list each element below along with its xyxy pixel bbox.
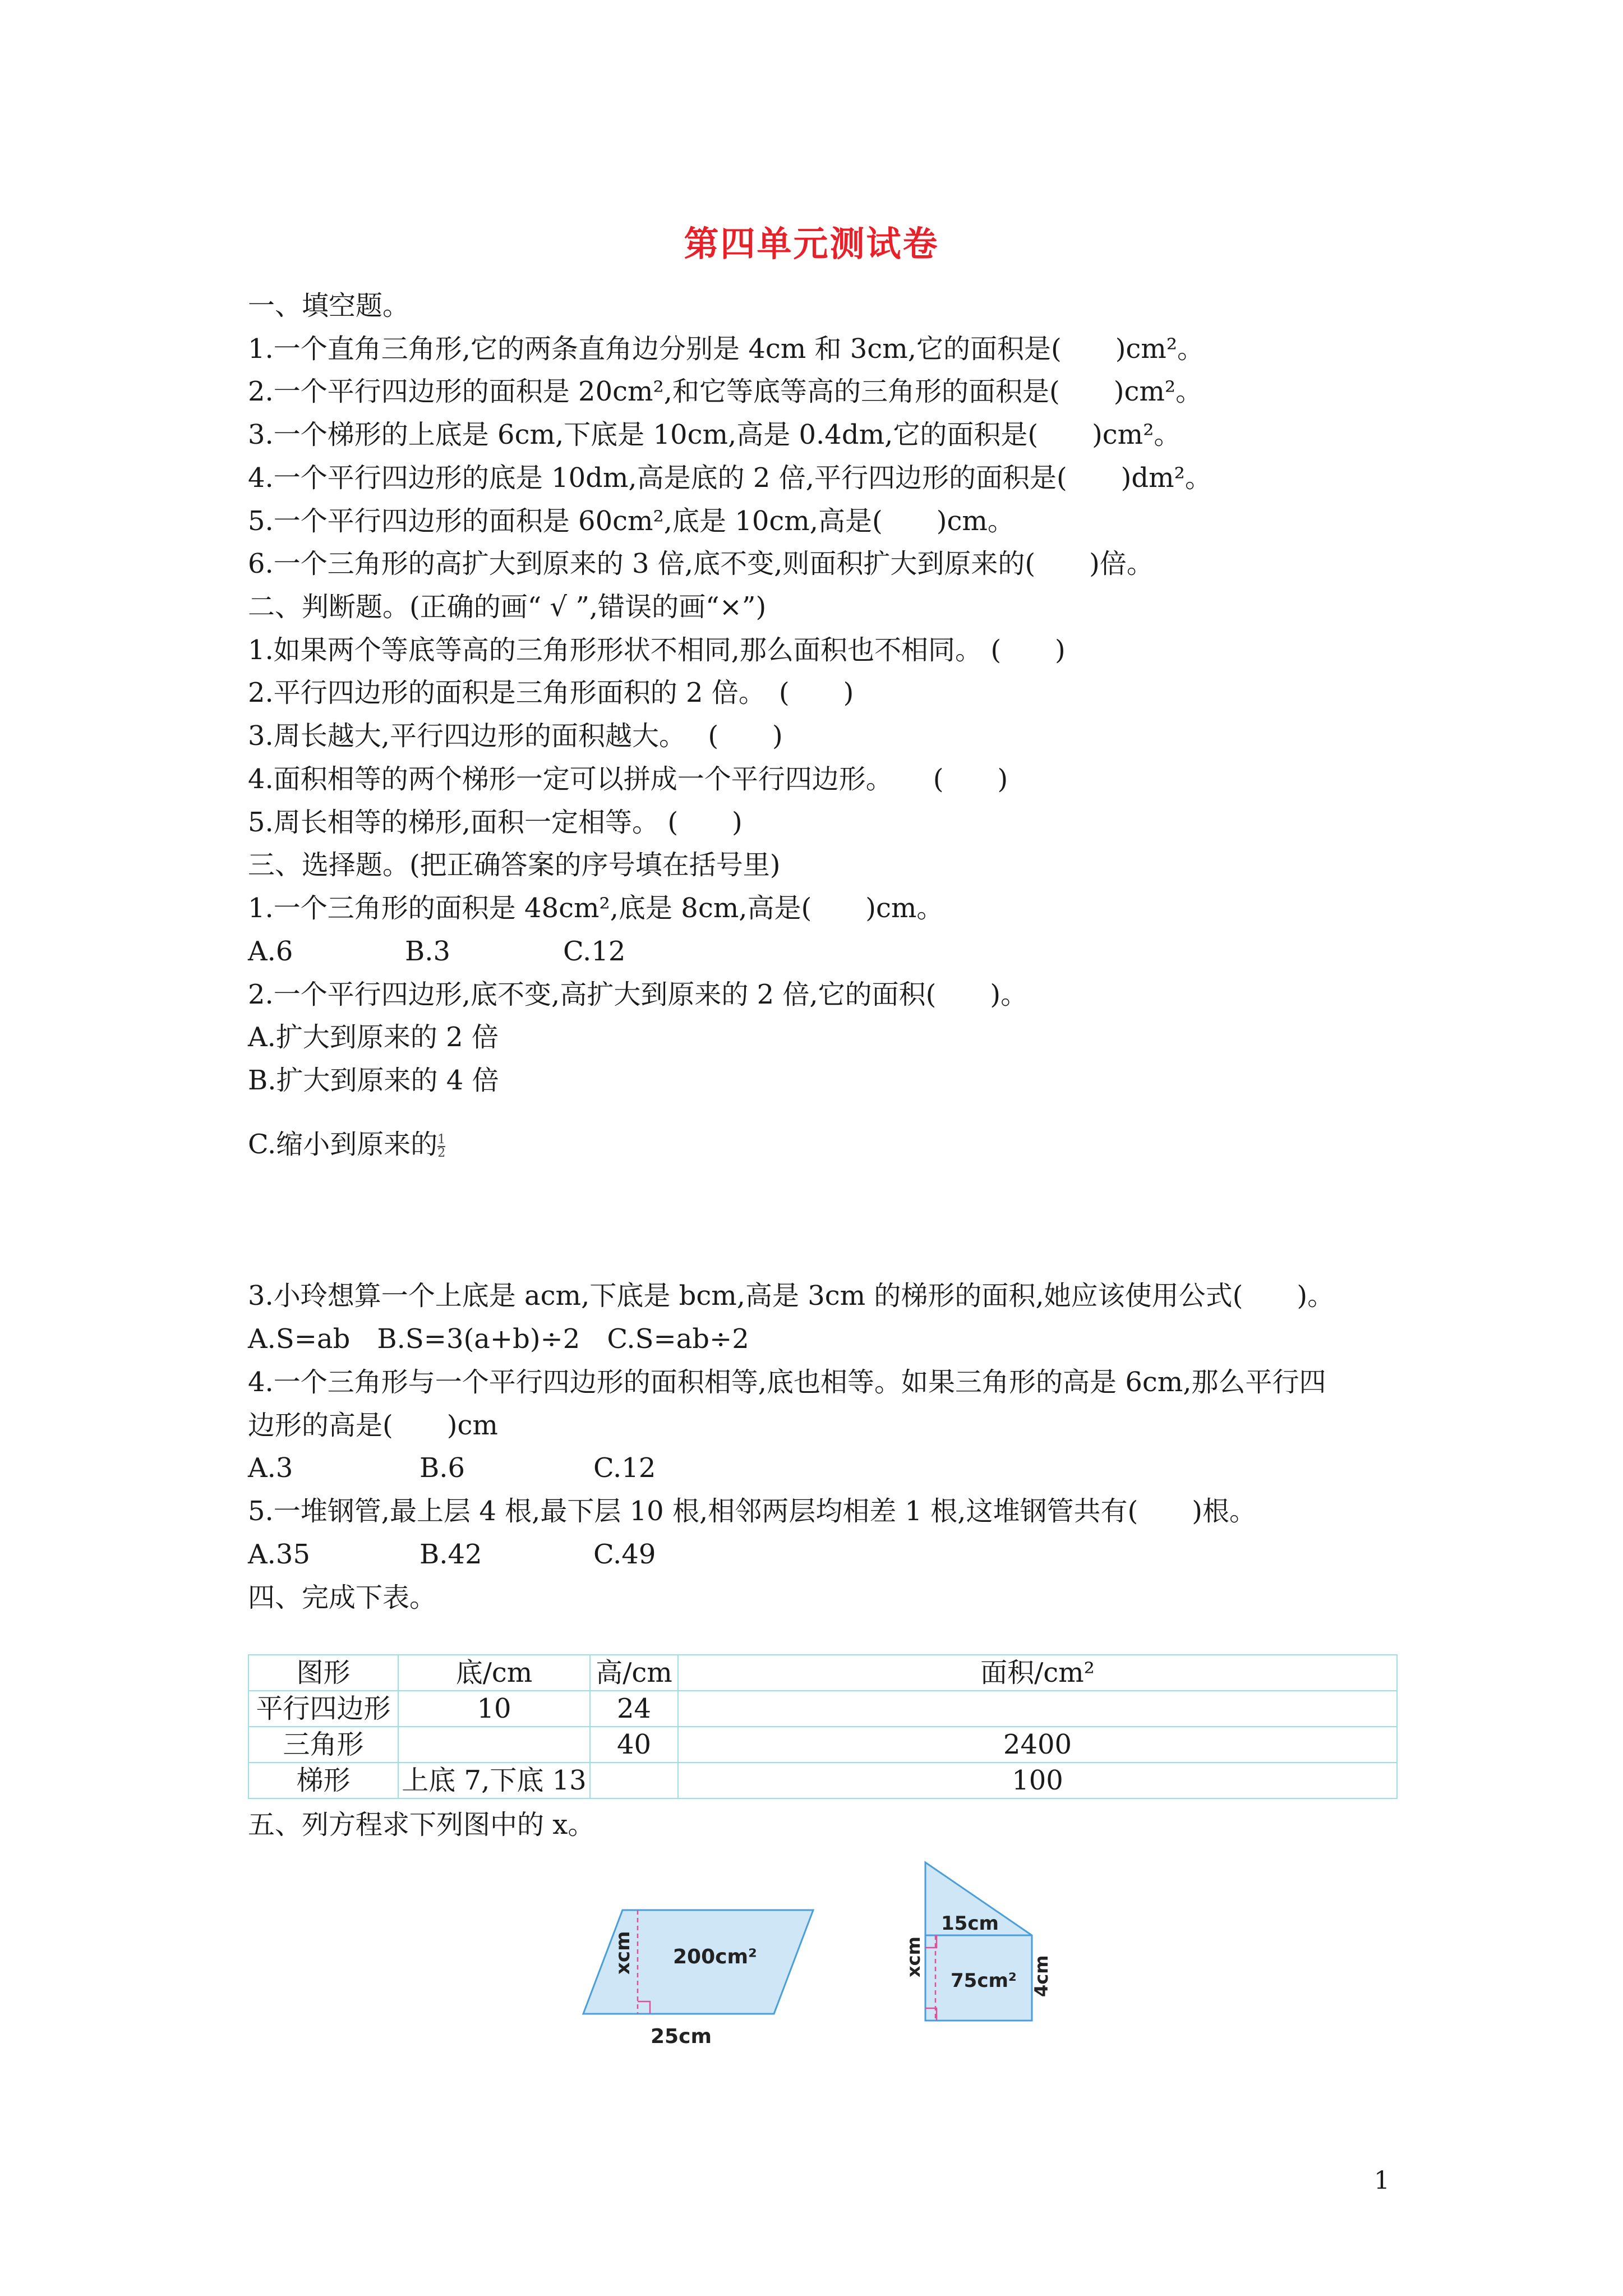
fill-question-2: 2.一个平行四边形的面积是 20cm²,和它等底等高的三角形的面积是( )cm²。 <box>248 376 1203 407</box>
table-cell: 40 <box>590 1727 678 1763</box>
choice-q1-option-a: A.6 <box>248 936 293 967</box>
composite-area-label: 75cm² <box>951 1970 1017 1992</box>
table-row <box>248 1691 1397 1727</box>
composite-top-label: 15cm <box>941 1912 999 1935</box>
choice-q1-option-c: C.12 <box>563 936 626 967</box>
choice-q2-option-c <box>248 1128 445 1161</box>
table-cell: 三角形 <box>248 1727 398 1763</box>
choice-q5-option-c: C.49 <box>593 1539 656 1570</box>
parallelogram-area-label: 200cm² <box>673 1945 757 1968</box>
section5-heading: 五、列方程求下列图中的 x。 <box>248 1809 595 1841</box>
table-header-row <box>248 1655 1397 1691</box>
table-cell[interactable] <box>678 1691 1397 1727</box>
fill-question-6: 6.一个三角形的高扩大到原来的 3 倍,底不变,则面积扩大到原来的( )倍。 <box>248 548 1154 579</box>
choice-q3-options: A.S=ab B.S=3(a+b)÷2 C.S=ab÷2 <box>248 1323 749 1355</box>
fill-question-5: 5.一个平行四边形的面积是 60cm²,底是 10cm,高是( )cm。 <box>248 505 1015 537</box>
section2-heading: 二、判断题。(正确的画“ √ ”,错误的画“×”) <box>248 591 767 623</box>
fraction-denominator: 2 <box>437 1145 446 1160</box>
page-number: 1 <box>1374 2166 1390 2195</box>
parallelogram-figure <box>572 1896 830 2047</box>
choice-q4-option-c: C.12 <box>593 1452 656 1484</box>
table-cell: 平行四边形 <box>248 1691 398 1727</box>
judge-question-3: 3.周长越大,平行四边形的面积越大。 ( ) <box>248 720 783 752</box>
composite-figure <box>897 1857 1077 2031</box>
choice-question-1: 1.一个三角形的面积是 48cm²,底是 8cm,高是( )cm。 <box>248 892 944 924</box>
parallelogram-base-label: 25cm <box>651 2025 712 2047</box>
table-cell: 24 <box>590 1691 678 1727</box>
choice-question-2: 2.一个平行四边形,底不变,高扩大到原来的 2 倍,它的面积( )。 <box>248 979 1028 1010</box>
choice-q1-option-b: B.3 <box>405 936 451 967</box>
area-table <box>248 1654 1398 1799</box>
section4-heading: 四、完成下表。 <box>248 1582 437 1613</box>
choice-q2-option-c-text: C.缩小到原来的 <box>248 1129 438 1160</box>
table-header-cell: 底/cm <box>398 1655 590 1691</box>
choice-q4-option-a: A.3 <box>248 1452 293 1484</box>
judge-question-2: 2.平行四边形的面积是三角形面积的 2 倍。 ( ) <box>248 677 854 708</box>
choice-q5-option-a: A.35 <box>248 1539 310 1570</box>
table-row <box>248 1727 1397 1763</box>
section1-heading: 一、填空题。 <box>248 290 410 321</box>
judge-question-4: 4.面积相等的两个梯形一定可以拼成一个平行四边形。 ( ) <box>248 763 1008 795</box>
choice-question-4-line2: 边形的高是( )cm <box>248 1410 498 1441</box>
composite-right-label: 4cm <box>1031 1955 1052 1997</box>
table-cell: 上底 7,下底 13 <box>398 1763 590 1798</box>
table-cell: 100 <box>678 1763 1397 1798</box>
section3-heading: 三、选择题。(把正确答案的序号填在括号里) <box>248 849 781 881</box>
parallelogram-height-label: xcm <box>612 1931 634 1975</box>
composite-left-label: xcm <box>903 1936 924 1977</box>
composite-shape <box>925 1862 1032 2021</box>
fraction-numerator: 1 <box>437 1132 446 1147</box>
table-cell[interactable] <box>398 1727 590 1763</box>
page-title: 第四单元测试卷 <box>684 223 939 264</box>
table-header-cell: 面积/cm² <box>678 1655 1397 1691</box>
table-row <box>248 1763 1397 1798</box>
choice-question-3: 3.小玲想算一个上底是 acm,下底是 bcm,高是 3cm 的梯形的面积,她应该使用公式( )。 <box>248 1280 1335 1312</box>
table-header-cell: 高/cm <box>590 1655 678 1691</box>
fill-question-1: 1.一个直角三角形,它的两条直角边分别是 4cm 和 3cm,它的面积是( )cm²。 <box>248 333 1205 365</box>
judge-question-1: 1.如果两个等底等高的三角形形状不相同,那么面积也不相同。 ( ) <box>248 634 1066 666</box>
choice-q2-option-a: A.扩大到原来的 2 倍 <box>248 1022 499 1053</box>
choice-q2-option-b: B.扩大到原来的 4 倍 <box>248 1065 499 1096</box>
choice-q5-option-b: B.42 <box>419 1539 482 1570</box>
choice-q4-option-b: B.6 <box>419 1452 465 1484</box>
fill-question-3: 3.一个梯形的上底是 6cm,下底是 10cm,高是 0.4dm,它的面积是( )cm²。 <box>248 419 1181 450</box>
fraction-one-half <box>437 1134 445 1159</box>
fill-question-4: 4.一个平行四边形的底是 10dm,高是底的 2 倍,平行四边形的面积是( )dm²。 <box>248 462 1212 494</box>
table-cell: 2400 <box>678 1727 1397 1763</box>
table-header-cell: 图形 <box>248 1655 398 1691</box>
choice-question-4-line1: 4.一个三角形与一个平行四边形的面积相等,底也相等。如果三角形的高是 6cm,那么平行四 <box>248 1366 1326 1398</box>
table-cell: 梯形 <box>248 1763 398 1798</box>
judge-question-5: 5.周长相等的梯形,面积一定相等。 ( ) <box>248 807 743 838</box>
table-cell: 10 <box>398 1691 590 1727</box>
choice-question-5: 5.一堆钢管,最上层 4 根,最下层 10 根,相邻两层均相差 1 根,这堆钢管共有( )根。 <box>248 1496 1256 1527</box>
table-cell[interactable] <box>590 1763 678 1798</box>
